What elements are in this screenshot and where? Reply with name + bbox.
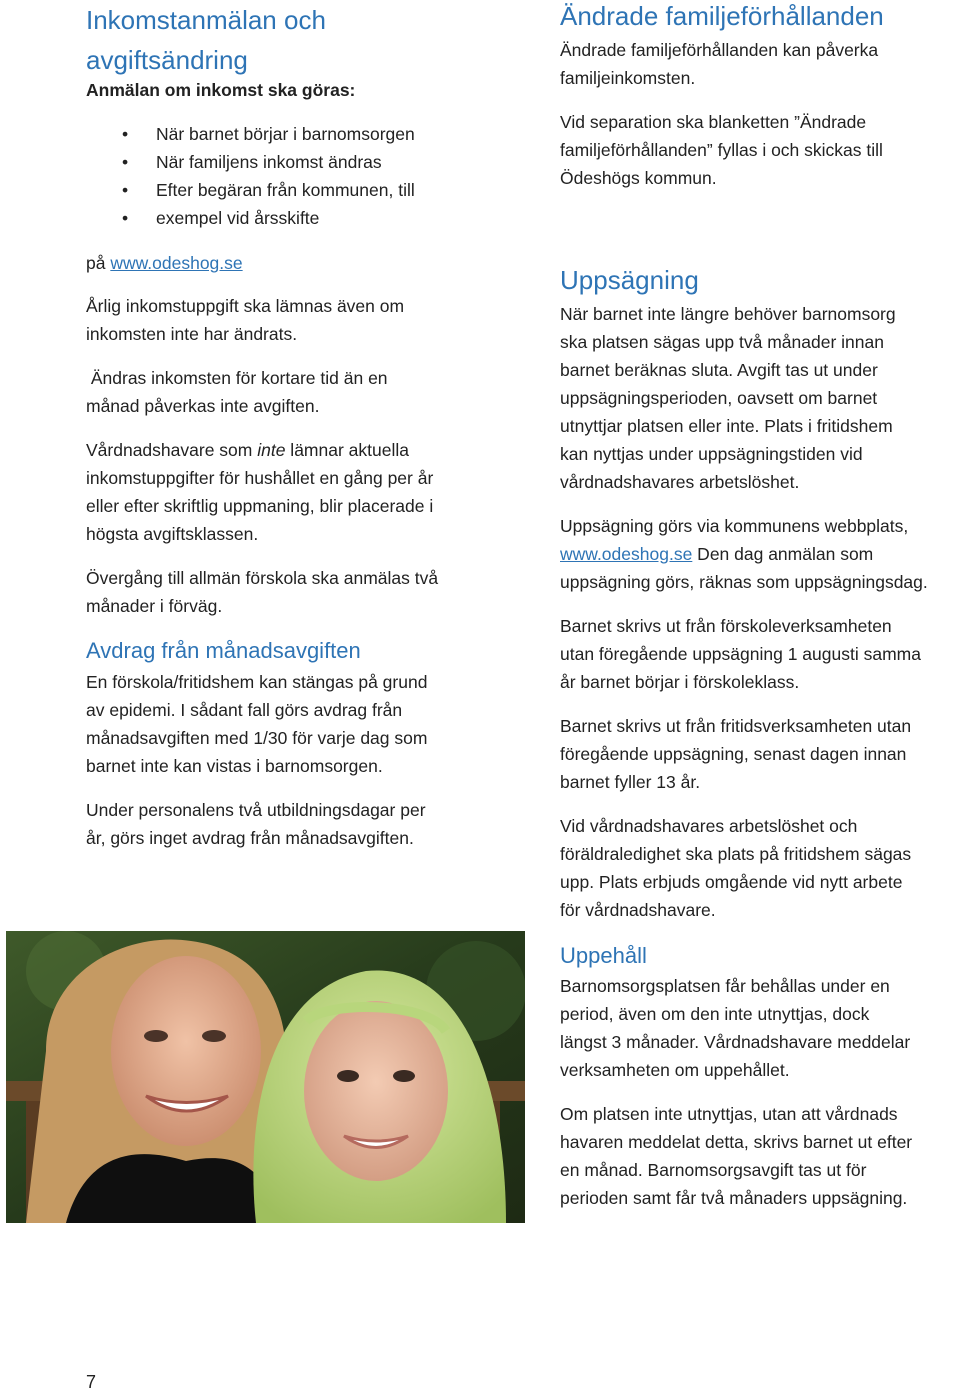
pause-paragraph-2 [560, 1100, 960, 1212]
text-line: högsta avgiftsklassen. [86, 524, 259, 544]
text-line: Övergång till allmän förskola ska anmälas två [86, 568, 439, 588]
termination-heading: Uppsägning [560, 265, 699, 295]
text-line: barnet beräknas sluta. Avgift tas ut under [560, 360, 878, 380]
guardian-text-rest: lämnar aktuella [285, 440, 409, 460]
guardian-text-start: Vårdnadshavare som [86, 440, 258, 460]
family-paragraph-2 [560, 108, 960, 192]
text-line [86, 436, 506, 464]
text-line [560, 540, 960, 568]
text-line: ska platsen sägas upp två månader innan [560, 332, 884, 352]
family-heading: Ändrade familjeförhållanden [560, 1, 884, 31]
text-line: vårdnadshavares arbetslöshet. [560, 472, 800, 492]
training-paragraph [86, 796, 426, 852]
text-line: upp. Plats erbjuds omgående vid nytt arbete [560, 872, 903, 892]
income-title [86, 0, 486, 80]
photo-illustration [6, 931, 525, 1223]
text-line: Barnet skrivs ut från förskoleverksamheten [560, 616, 892, 636]
notice-heading: Anmälan om inkomst ska göras: [86, 80, 356, 100]
annual-paragraph [86, 292, 404, 348]
termination-paragraph-1 [560, 300, 960, 496]
text-line: havaren meddelat detta, skrivs barnet ut efter [560, 1132, 913, 1152]
text-line: uppsägningsperioden, oavsett om barnet [560, 388, 878, 408]
text-line: verksamheten om uppehållet. [560, 1060, 790, 1080]
deduction-heading: Avdrag från månadsavgiften [86, 638, 361, 663]
odeshog-link[interactable]: www.odeshog.se [110, 253, 243, 273]
text-line: Om platsen inte utnyttjas, utan att vårdnads [560, 1104, 898, 1124]
text-line: barnet fyller 13 år. [560, 772, 701, 792]
text-line: av epidemi. I sådant fall görs avdrag från [86, 700, 403, 720]
text-line: för vårdnadshavare. [560, 900, 716, 920]
bullet-item: • När barnet börjar i barnomsorgen [86, 120, 506, 148]
text-line: Ändrade familjeförhållanden kan påverka [560, 40, 879, 60]
text-line: Uppsägning görs via kommunens webbplats, [560, 516, 909, 536]
termination-after-link: Den dag anmälan som [692, 544, 874, 564]
guardian-text-italic: inte [257, 440, 286, 460]
mother-daughter-photo [6, 931, 525, 1223]
text-line: barnet inte kan vistas i barnomsorgen. [86, 756, 383, 776]
change-paragraph [86, 364, 388, 420]
pause-paragraph-1 [560, 972, 960, 1084]
termination-paragraph-2 [560, 512, 960, 596]
text-line: Årlig inkomstuppgift ska lämnas även om [86, 296, 405, 316]
text-line: månad påverkas inte avgiften. [86, 396, 320, 416]
text-line: Vid vårdnadshavares arbetslöshet och [560, 816, 858, 836]
text-line: perioden samt får två månaders uppsägning. [560, 1188, 908, 1208]
text-line: eller efter skriftlig uppmaning, blir placerade i [86, 496, 434, 516]
income-title-line-1: Inkomstanmälan och [86, 5, 326, 35]
transition-paragraph [86, 564, 438, 620]
text-line: månader i förväg. [86, 596, 223, 616]
text-line: månadsavgiften med 1/30 för varje dag som [86, 728, 428, 748]
text-line: uppsägning görs, räknas som uppsägningsdag. [560, 572, 928, 592]
text-line: Ödeshögs kommun. [560, 168, 717, 188]
text-line: föregående uppsägning, senast dagen innan [560, 744, 907, 764]
bullet-continuation-text: exempel vid årsskifte [156, 208, 320, 228]
text-line: längst 3 månader. Vårdnadshavare meddelar [560, 1032, 911, 1052]
text-line: inkomsten inte har ändrats. [86, 324, 298, 344]
text-line: en månad. Barnomsorgsavgift tas ut för [560, 1160, 867, 1180]
text-line: Vid separation ska blanketten ”Ändrade [560, 112, 867, 132]
text-line: kan nyttjas under uppsägningstiden vid [560, 444, 863, 464]
guardian-paragraph [86, 436, 506, 548]
text-line: år, görs inget avdrag från månadsavgiften. [86, 828, 414, 848]
afterschool-paragraph [560, 712, 960, 796]
unemployment-paragraph [560, 812, 960, 924]
preschool-paragraph [560, 612, 960, 696]
text-line: utan föregående uppsägning 1 augusti samma [560, 644, 921, 664]
text-line: familjeförhållanden” fyllas i och skickas till [560, 140, 883, 160]
text-line: En förskola/fritidshem kan stängas på grund [86, 672, 428, 692]
text-line: familjeinkomsten. [560, 68, 696, 88]
bullet-item: • Efter begäran från kommunen, till [86, 176, 506, 204]
family-paragraph-1 [560, 36, 960, 92]
text-line: När barnet inte längre behöver barnomsorg [560, 304, 896, 324]
text-line: utnyttjar platsen eller inte. Plats i fritidshem [560, 416, 893, 436]
bullet-item: • När familjens inkomst ändras [86, 148, 506, 176]
website-line [86, 249, 243, 277]
text-line: inkomstuppgifter för hushållet en gång per år [86, 468, 434, 488]
text-line: Under personalens två utbildningsdagar per [86, 800, 426, 820]
text-line: period, även om den inte utnyttjas, dock [560, 1004, 870, 1024]
deduction-paragraph [86, 668, 427, 780]
pause-heading: Uppehåll [560, 943, 647, 968]
text-line: år barnet börjar i förskoleklass. [560, 672, 800, 692]
bullet-item-continuation [86, 204, 506, 232]
income-title-line-2: avgiftsändring [86, 45, 248, 75]
text-line: föräldraledighet ska plats på fritidshem sägas [560, 844, 912, 864]
text-line: Barnomsorgsplatsen får behållas under en [560, 976, 890, 996]
page-number: 7 [86, 1372, 97, 1392]
text-line: Barnet skrivs ut från fritidsverksamheten utan [560, 716, 912, 736]
website-prefix: på [86, 253, 111, 273]
text-line: Ändras inkomsten för kortare tid än en [86, 368, 388, 388]
notice-bullet-list [86, 120, 506, 232]
odeshog-link[interactable]: www.odeshog.se [560, 544, 693, 564]
